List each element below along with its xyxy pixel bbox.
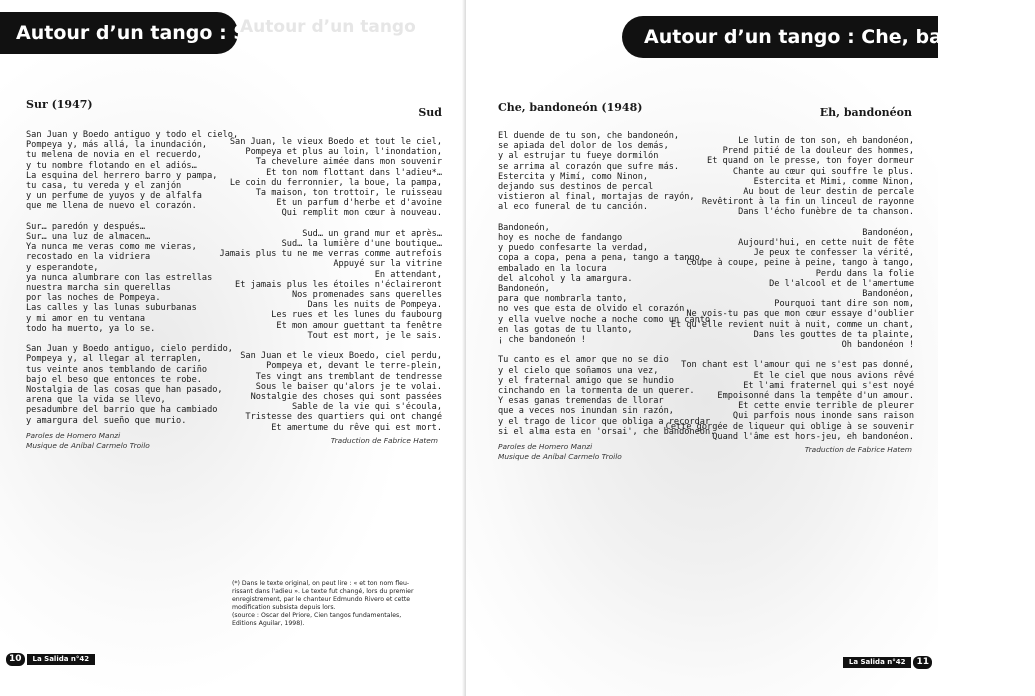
spanish-title-sur: Sur (1947) xyxy=(26,98,93,111)
magazine-name: La Salida n°42 xyxy=(27,654,96,665)
spanish-lyrics-che-bandoneon: El duende de tu son, che bandoneón, se apiada del dolor de los demás, y al estrujar tu fueye dormilón se arrima al corazón que sufre más. Estercita y Mimí, como Ninon, dejando sus destinos de percal vistieron al final, mortajas de rayón, al eco funeral de tu canción. Bandoneón, hoy es noche de fandango y puedo confesarte la verdad, copa a copa, pena a pena, tango a tango, embalado en la locura del alcohol y la amargura. Bandoneón, para que nombrarla tanto, no ves que esta de olvido el corazón y ella vuelve noche a noche como un canto en las gotas de tu llanto, ¡ che bandoneón ! Tu canto es el amor que no se dio y el cielo que soñamos una vez, y el fraternal amigo que se hundio cinchando en la tormenta de un querer. Y esas ganas tremendas de llorar que a veces nos inundan sin razón, y el trago de licor que obliga a recordar si el alma esta en 'orsai', che bandoneón. xyxy=(498,131,716,437)
right-page-banner: Autour d’un tango : Che, bandoneón xyxy=(622,16,938,58)
translation-credit: Traduction de Fabrice Hatem xyxy=(804,445,912,454)
french-title-eh-bandoneon: Eh, bandonéon xyxy=(819,106,912,119)
right-page xyxy=(466,0,1035,696)
french-lyrics-eh-bandoneon: Le lutin de ton son, eh bandonéon, Prend pitié de la douleur des hommes, Et quand on le presse, ton foyer dormeur Chante au cœur qui souffre le plus. Estercita et Mimi, comme Ninon, Au bout de leur destin de percale Revêtiront à la fin un linceul de rayonne Dans l'écho funèbre de ta chanson. Bandonéon, Aujourd'hui, en cette nuit de fête Je peux te confesser la vérité, Coupe à coupe, peine à peine, tango à tango, Perdu dans la folie De l'alcool et de l'amertume Bandonéon, Pourquoi tant dire son nom, Ne vois-tu pas que mon cœur essaye d'oublier Et qu'elle revient nuit à nuit, comme un chant, Dans les gouttes de ta plainte, Oh bandonéon ! Ton chant est l'amour qui ne s'est pas donné, Et le ciel que nous avions rêvé Et l'ami fraternel qui s'est noyé Empoisonné dans la tempête d'un amour. Et cette envie terrible de pleurer Qui parfois nous inonde sans raison Cette gorgée de liqueur qui oblige à se souvenir Quand l'âme est hors-jeu, eh bandonéon. xyxy=(665,136,914,442)
magazine-name: La Salida n°42 xyxy=(843,657,912,668)
left-page xyxy=(0,0,466,696)
translation-credit: Traduction de Fabrice Hatem xyxy=(330,436,438,445)
spanish-lyrics-sur: San Juan y Boedo antiguo y todo el cielo, Pompeya y, más allá, la inundación, tu melena de novia en el recuerdo, y tu nombre flotando en el adiós… La esquina del herrero barro y pampa, tu casa, tu vereda y el zanjón y un perfume de yuyos y de alfalfa que me llena de nuevo el corazón. Sur… paredón y después… Sur… una luz de almacen… Ya nunca me veras como me vieras, recostado en la vidriera y esperandote, ya nunca alumbrare con las estrellas nuestra marcha sin querellas por las noches de Pompeya. Las calles y las lunas suburbanas y mi amor en tu ventana todo ha muerto, ya lo se. San Juan y Boedo antiguo, cielo perdido, Pompeya y, al llegar al terraplen, tus veinte anos temblando de cariño bajo el beso que entonces te robe. Nostalgia de las cosas que han pasado, arena que la vida se llevo, pesadumbre del barrio que ha cambiado y amargura del sueño que murio. xyxy=(26,130,239,426)
right-page-footer xyxy=(841,656,932,669)
page-number: 10 xyxy=(6,653,25,666)
lyrics-credits: Paroles de Homero Manzi Musique de Aníbal Carmelo Troilo xyxy=(498,442,622,461)
page-number: 11 xyxy=(913,656,932,669)
spanish-title-che-bandoneon: Che, bandoneón (1948) xyxy=(498,101,643,114)
french-title-sud: Sud xyxy=(418,106,442,119)
left-page-footer xyxy=(6,653,97,666)
left-page-banner: Autour d’un tango : Sur xyxy=(0,12,238,54)
footnote: (*) Dans le texte original, on peut lire : « et ton nom fleu- rissant dans l'adieu ». Le texte fut changé, lors du premier enregistrement, par le chanteur Edmundo Rivero et cette modification subsista depuis lors. (source : Oscar del Priore, Cien tangos fundamentales, Editions Aguilar, 1998). xyxy=(232,580,414,627)
french-lyrics-sud: San Juan, le vieux Boedo et tout le ciel, Pompeya et plus au loin, l'inondation, Ta chevelure aimée dans mon souvenir Et ton nom flottant dans l'adieu*… Le coin du ferronnier, la boue, la pampa, Ta maison, ton trottoir, le ruisseau Et un parfum d'herbe et d'avoine Qui remplit mon cœur à nouveau. Sud… un grand mur et après… Sud… la lumière d'une boutique… Jamais plus tu ne me verras comme autrefois Appuyé sur la vitrine En attendant, Et jamais plus les étoiles n'éclaireront Nos promenades sans querelles Dans les nuits de Pompeya. Les rues et les lunes du faubourg Et mon amour guettant ta fenêtre Tout est mort, je le sais. San Juan et le vieux Boedo, ciel perdu, Pompeya et, devant le terre-plein, Tes vingt ans tremblant de tendresse Sous le baiser qu'alors je te volai. Nostalgie des choses qui sont passées Sable de la vie qui s'écoula, Tristesse des quartiers qui ont changé Et amertume du rêve qui est mort. xyxy=(219,137,442,433)
lyrics-credits: Paroles de Homero Manzi Musique de Aníbal Carmelo Troilo xyxy=(26,431,150,450)
ghost-banner: Autour d’un tango xyxy=(240,17,416,37)
